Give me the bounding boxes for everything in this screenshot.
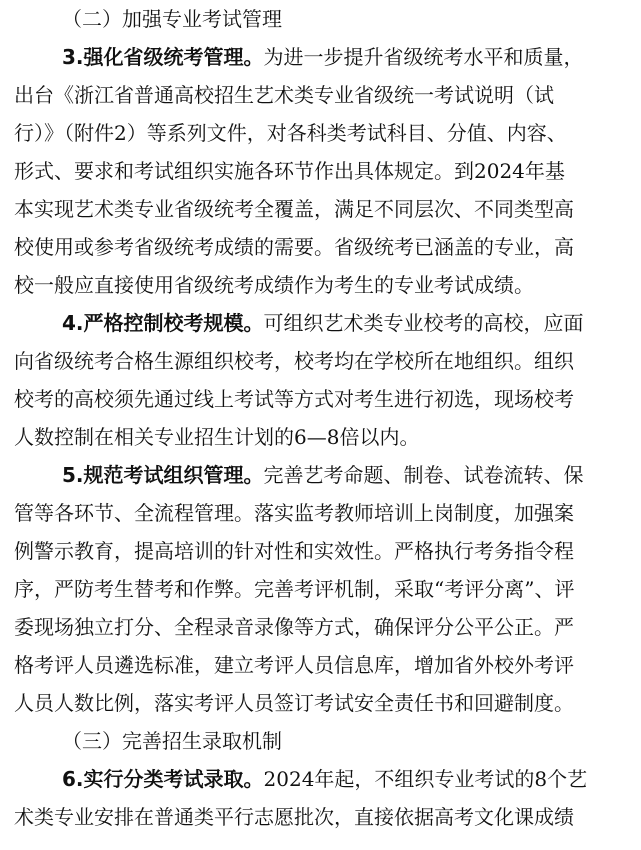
item-6-text: 2024年起，不组织专业考试的8个艺 <box>263 767 588 791</box>
item-3-line: 本实现艺术类专业省级统考全覆盖，满足不同层次、不同类型高 <box>14 197 574 221</box>
section-two-heading: （二）加强专业考试管理 <box>62 7 282 31</box>
item-3-line: 校一般应直接使用省级统考成绩作为考生的专业考试成绩。 <box>14 273 534 297</box>
item-5-line: 委现场独立打分、全程录音录像等方式，确保评分公平公正。严 <box>14 615 574 639</box>
item-6-line: 术类专业安排在普通类平行志愿批次，直接依据高考文化课成绩 <box>14 805 574 829</box>
item-4-title: 4.严格控制校考规模。 <box>62 311 264 335</box>
item-4-first-line <box>62 304 641 342</box>
item-3-line: 形式、要求和考试组织实施各环节作出具体规定。到2024年基 <box>14 159 565 183</box>
item-4-line: 向省级统考合格生源组织校考，校考均在学校所在地组织。组织 <box>14 349 574 373</box>
item-5-text: 完善艺考命题、制卷、试卷流转、保 <box>263 463 584 487</box>
item-4-text: 可组织艺术类专业校考的高校，应面 <box>263 311 584 335</box>
item-3-line: 出台《浙江省普通高校招生艺术类专业省级统一考试说明（试 <box>14 83 554 107</box>
item-5-title: 5.规范考试组织管理。 <box>62 463 264 487</box>
item-5-line: 人员人数比例，落实考评人员签订考试安全责任书和回避制度。 <box>14 691 574 715</box>
item-3-title: 3.强化省级统考管理。 <box>62 45 264 69</box>
item-5-line: 例警示教育，提高培训的针对性和实效性。严格执行考务指令程 <box>14 539 574 563</box>
item-4-line: 人数控制在相关专业招生计划的6—8倍以内。 <box>14 425 420 449</box>
item-6-first-line <box>62 760 641 798</box>
item-5-line: 序，严防考生替考和作弊。完善考评机制，采取“考评分离”、评 <box>14 577 575 601</box>
item-5-line: 管等各环节、全流程管理。落实监考教师培训上岗制度，加强案 <box>14 501 574 525</box>
item-6-title: 6.实行分类考试录取。 <box>62 767 264 791</box>
item-4-line: 校考的高校须先通过线上考试等方式对考生进行初选，现场校考 <box>14 387 574 411</box>
item-3-first-line <box>62 38 641 76</box>
section-three-heading: （三）完善招生录取机制 <box>62 729 282 753</box>
item-5-line: 格考评人员遴选标准，建立考评人员信息库，增加省外校外考评 <box>14 653 574 677</box>
item-5-first-line <box>62 456 641 494</box>
item-3-line: 行）》（附件2）等系列文件，对各科类考试科目、分值、内容、 <box>14 121 567 145</box>
item-3-line: 校使用或参考省级统考成绩的需要。省级统考已涵盖的专业，高 <box>14 235 574 259</box>
item-3-text: 为进一步提升省级统考水平和质量， <box>263 45 584 69</box>
